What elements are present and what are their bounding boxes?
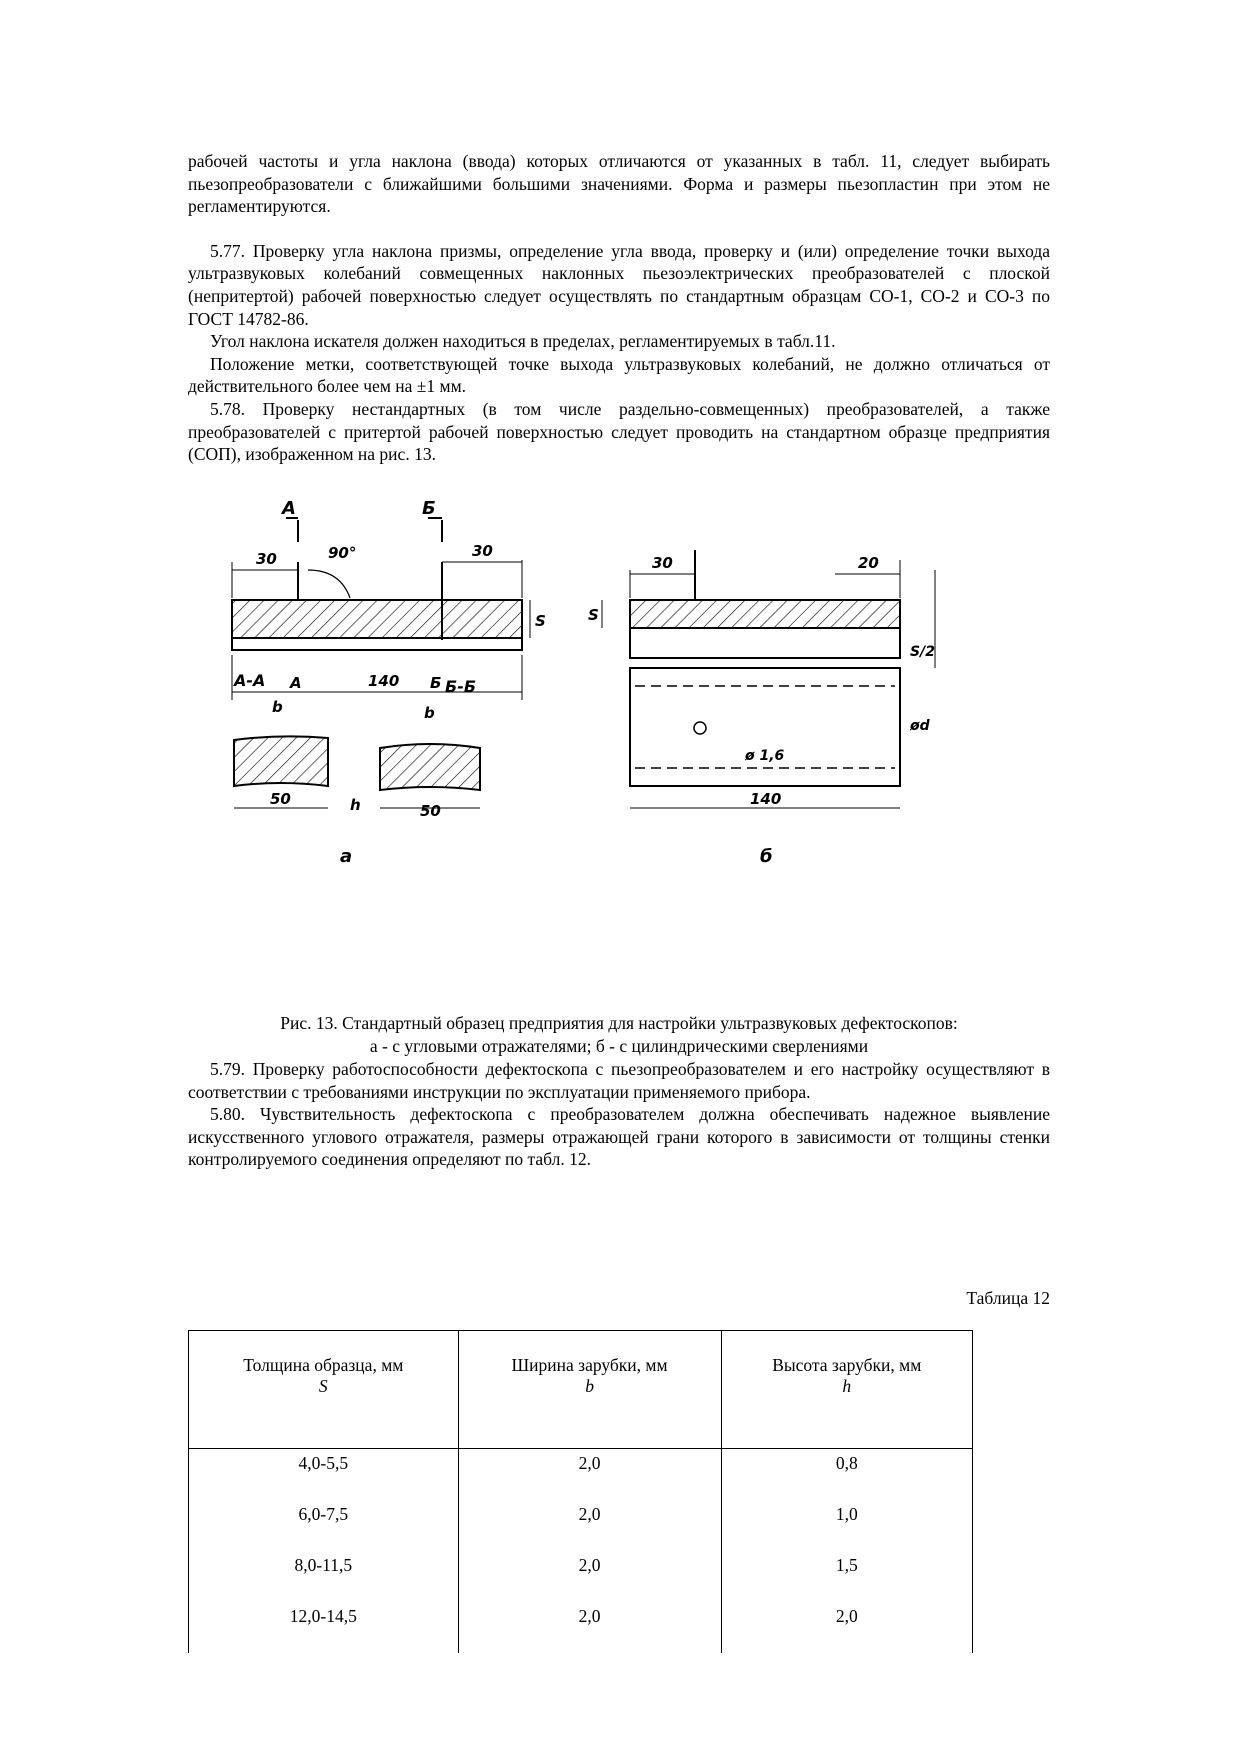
body-text-after <box>188 1058 1050 1171</box>
dim-phi: ø 1,6 <box>745 748 785 764</box>
paragraph: рабочей частоты и угла наклона (ввода) которых отличаются от указанных в табл. 11, следует выбирать пьезопреобразователи с ближайшими большими значениями. Форма и размеры пьезопластин при этом не регламентируются. <box>188 151 1050 217</box>
header-width: Ширина зарубки, мм b <box>458 1331 721 1449</box>
table-cell: 2,0 <box>721 1602 972 1653</box>
label-section-BB: Б-Б <box>445 677 477 696</box>
label-B-bottom: Б <box>430 674 442 692</box>
paragraph-5-80: 5.80. Чувствительность дефектоскопа с преобразователем должна обеспечивать надежное выявление искусственного углового отражателя, размеры отражающей грани которого в зависимости от толщины стенки контролируемого соединения определяют по табл. 12. <box>188 1104 1050 1170</box>
angle-90: 90° <box>328 544 357 562</box>
table-cell: 2,0 <box>458 1500 721 1551</box>
paragraph-5-79: 5.79. Проверку работоспособности дефектоскопа с пьезопреобразователем и его настройку осуществляют в соответствии с требованиями инструкции по эксплуатации применяемого прибора. <box>188 1059 1050 1102</box>
table-cell: 0,8 <box>721 1449 972 1501</box>
paragraph-5-77: 5.77. Проверку угла наклона призмы, определение угла ввода, проверку и (или) определение точки выхода ультразвуковых колебаний совмещенных наклонных пьезоэлектрических преобразователей с плоской (непритертой) рабочей поверхностью следует осуществлять по стандартным образцам СО-1, СО-2 и СО-3 по ГОСТ 14782-86. <box>188 240 1050 329</box>
header-thickness: Толщина образца, мм S <box>189 1331 459 1449</box>
figure-caption <box>188 1012 1050 1057</box>
dim-S2: S/2 <box>910 644 935 660</box>
dim-50-left: 50 <box>270 790 291 808</box>
paragraph-5-78: 5.78. Проверку нестандартных (в том числе раздельно-совмещенных) преобразователей, а также преобразователей с притертой рабочей поверхностью следует проводить на стандартном образце предприятия (СОП), изображенном на рис. 13. <box>188 398 1050 465</box>
dim-30-left: 30 <box>256 550 277 568</box>
table-cell: 8,0-11,5 <box>189 1551 459 1602</box>
caption-line2: а - с угловыми отражателями; б - с цилиндрическими сверлениями <box>369 1035 869 1056</box>
table-cell: 1,5 <box>721 1551 972 1602</box>
label-A-bottom: А <box>290 674 302 692</box>
table-row <box>189 1449 973 1501</box>
subfig-label-b: б <box>760 846 773 867</box>
header-height: Высота зарубки, мм h <box>721 1331 972 1449</box>
table-cell: 2,0 <box>458 1602 721 1653</box>
table-cell: 6,0-7,5 <box>189 1500 459 1551</box>
dim-d: ød <box>910 718 930 734</box>
dim-140: 140 <box>368 672 400 690</box>
label-section-AA: А-А <box>234 671 266 690</box>
table-row <box>189 1602 973 1653</box>
dim-S: S <box>535 612 546 630</box>
table-12 <box>188 1330 973 1653</box>
dim-S-b: S <box>588 606 599 624</box>
subfig-label-a: а <box>340 846 353 867</box>
dim-b-right: b <box>424 704 435 722</box>
dim-20: 20 <box>858 554 879 572</box>
dim-h: h <box>350 796 361 814</box>
figure-13-drawing <box>190 490 1050 990</box>
caption-line1: Рис. 13. Стандартный образец предприятия для настройки ультразвуковых дефектоскопов: <box>280 1013 958 1033</box>
table-cell: 4,0-5,5 <box>189 1449 459 1501</box>
dim-50-right: 50 <box>420 802 441 820</box>
dim-b-left: b <box>272 698 283 716</box>
table-header-row <box>189 1331 973 1449</box>
body-text-top <box>188 150 1050 466</box>
table-row <box>189 1551 973 1602</box>
table-cell: 12,0-14,5 <box>189 1602 459 1653</box>
paragraph: Угол наклона искателя должен находиться в пределах, регламентируемых в табл.11. <box>210 331 836 352</box>
dim-30-right: 30 <box>472 542 493 560</box>
dim-140-plan: 140 <box>750 790 782 808</box>
label-B: Б <box>422 498 436 519</box>
table-caption: Таблица 12 <box>966 1288 1050 1308</box>
table-cell: 2,0 <box>458 1551 721 1602</box>
paragraph: Положение метки, соответствующей точке выхода ультразвуковых колебаний, не должно отличаться от действительного более чем на ±1 мм. <box>188 353 1050 397</box>
label-A: А <box>282 498 296 519</box>
table-cell: 1,0 <box>721 1500 972 1551</box>
table-row <box>189 1500 973 1551</box>
plan-view <box>630 668 900 808</box>
table-cell: 2,0 <box>458 1449 721 1501</box>
dim-30-b: 30 <box>652 554 673 572</box>
